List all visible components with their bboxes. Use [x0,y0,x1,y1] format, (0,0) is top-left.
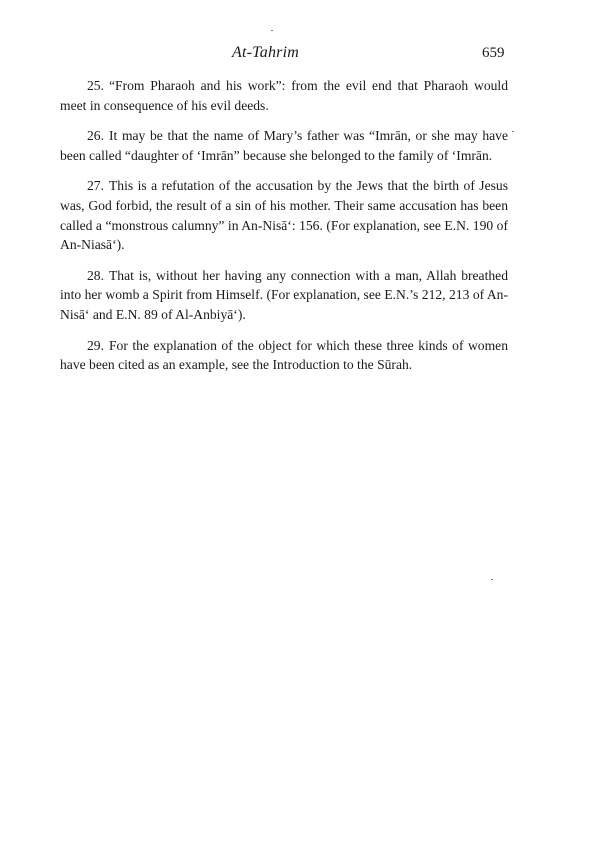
scan-speck [491,579,493,580]
scan-speck [271,30,273,31]
note-number: 26. [87,128,104,144]
note-text: That is, without her having any connection with a man, Allah breathed into her womb a Spirit from Himself. (For explanation, see E.N.’s 212, 213 of An-Nisā‘ and E.N. 89 of Al-Anbiyā‘). [60,267,508,322]
running-header [0,44,600,66]
note-number: 28. [87,267,104,283]
note-text: This is a refutation of the accusation by the Jews that the birth of Jesus was, God forbid, the result of a sin of his mother. Their same accusation has been called a “monstrous calumny” in An-Nisā‘: 156. (For explanation, see E.N. 190 of An-Niasā‘). [60,178,508,253]
explanatory-notes [60,76,508,386]
note-text: “From Pharaoh and his work”: from the evil end that Pharaoh would meet in consequence of his evil deeds. [60,78,508,113]
note-27 [60,176,508,254]
scan-speck [512,131,514,132]
note-29 [60,336,508,375]
note-number: 25. [87,78,104,93]
note-26 [60,126,508,165]
note-28 [60,266,508,325]
note-25 [60,76,508,115]
page-number: 659 [482,45,505,61]
note-text: For the explanation of the object for which these three kinds of women have been cited as an example, see the Introduction to the Sūrah. [60,337,508,373]
note-text: It may be that the name of Mary’s father was “Imrān, or she may have been called “daughter of ‘Imrān” because she belonged to the family of ‘Imrān. [60,128,508,163]
running-title: At-Tahrim [232,44,300,61]
note-number: 29. [87,337,104,353]
note-number: 27. [87,178,104,194]
